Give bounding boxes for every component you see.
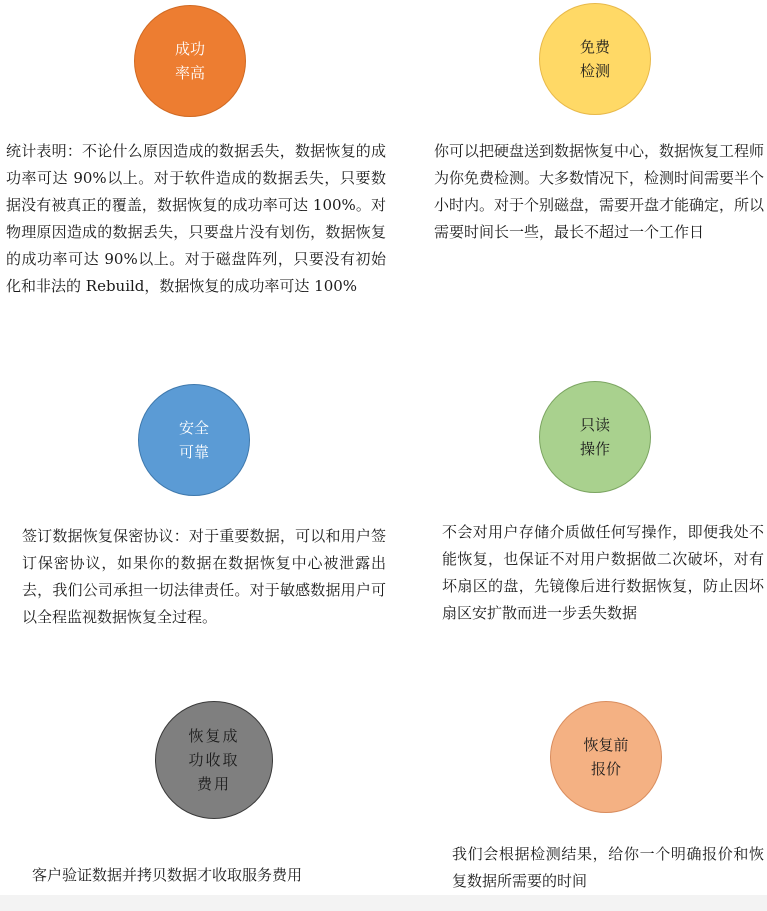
feature-text-safe-reliable: 签订数据恢复保密协议：对于重要数据，可以和用户签订保密协议，如果你的数据在数据恢复中心被泄露出去，我们公司承担一切法律责任。对于敏感数据用户可以全程监视数据恢复全过程。 bbox=[22, 527, 386, 626]
feature-circle-safe-reliable: 安全 可靠 bbox=[138, 384, 250, 496]
feature-circle-free-inspection: 免费 检测 bbox=[539, 3, 651, 115]
feature-text-pre-quote: 我们会根据检测结果，给你一个明确报价和恢复数据所需要的时间 bbox=[452, 845, 764, 890]
feature-circle-pre-quote: 恢复前 报价 bbox=[550, 701, 662, 813]
feature-circle-success-rate: 成功 率高 bbox=[134, 5, 246, 117]
feature-text-free-inspection: 你可以把硬盘送到数据恢复中心，数据恢复工程师为你免费检测。大多数情况下，检测时间需要半个小时内。对于个别磁盘，需要开盘才能确定，所以需要时间长一些，最长不超过一个工作日 bbox=[434, 142, 765, 241]
feature-text-success-rate: 统计表明：不论什么原因造成的数据丢失，数据恢复的成功率可达 90%以上。对于软件造成的数据丢失，只要数据没有被真正的覆盖，数据恢复的成功率可达 100%。对物理原因造成的数据丢失，只要盘片没有划伤，数据恢复的成功率可达 90%以上。对于磁盘阵列，只要没有初始化和非法的 Rebuild，数据恢复的成功率可达 100% bbox=[6, 142, 386, 295]
feature-circle-pay-on-success: 恢复成 功收取 费用 bbox=[155, 701, 273, 819]
bottom-divider-strip bbox=[0, 895, 767, 911]
feature-text-pay-on-success: 客户验证数据并拷贝数据才收取服务费用 bbox=[32, 866, 303, 884]
feature-circle-read-only: 只读 操作 bbox=[539, 381, 651, 493]
feature-text-read-only: 不会对用户存储介质做任何写操作，即便我处不能恢复，也保证不对用户数据做二次破坏，对有坏扇区的盘，先镜像后进行数据恢复，防止因坏扇区安扩散而进一步丢失数据 bbox=[442, 523, 764, 622]
